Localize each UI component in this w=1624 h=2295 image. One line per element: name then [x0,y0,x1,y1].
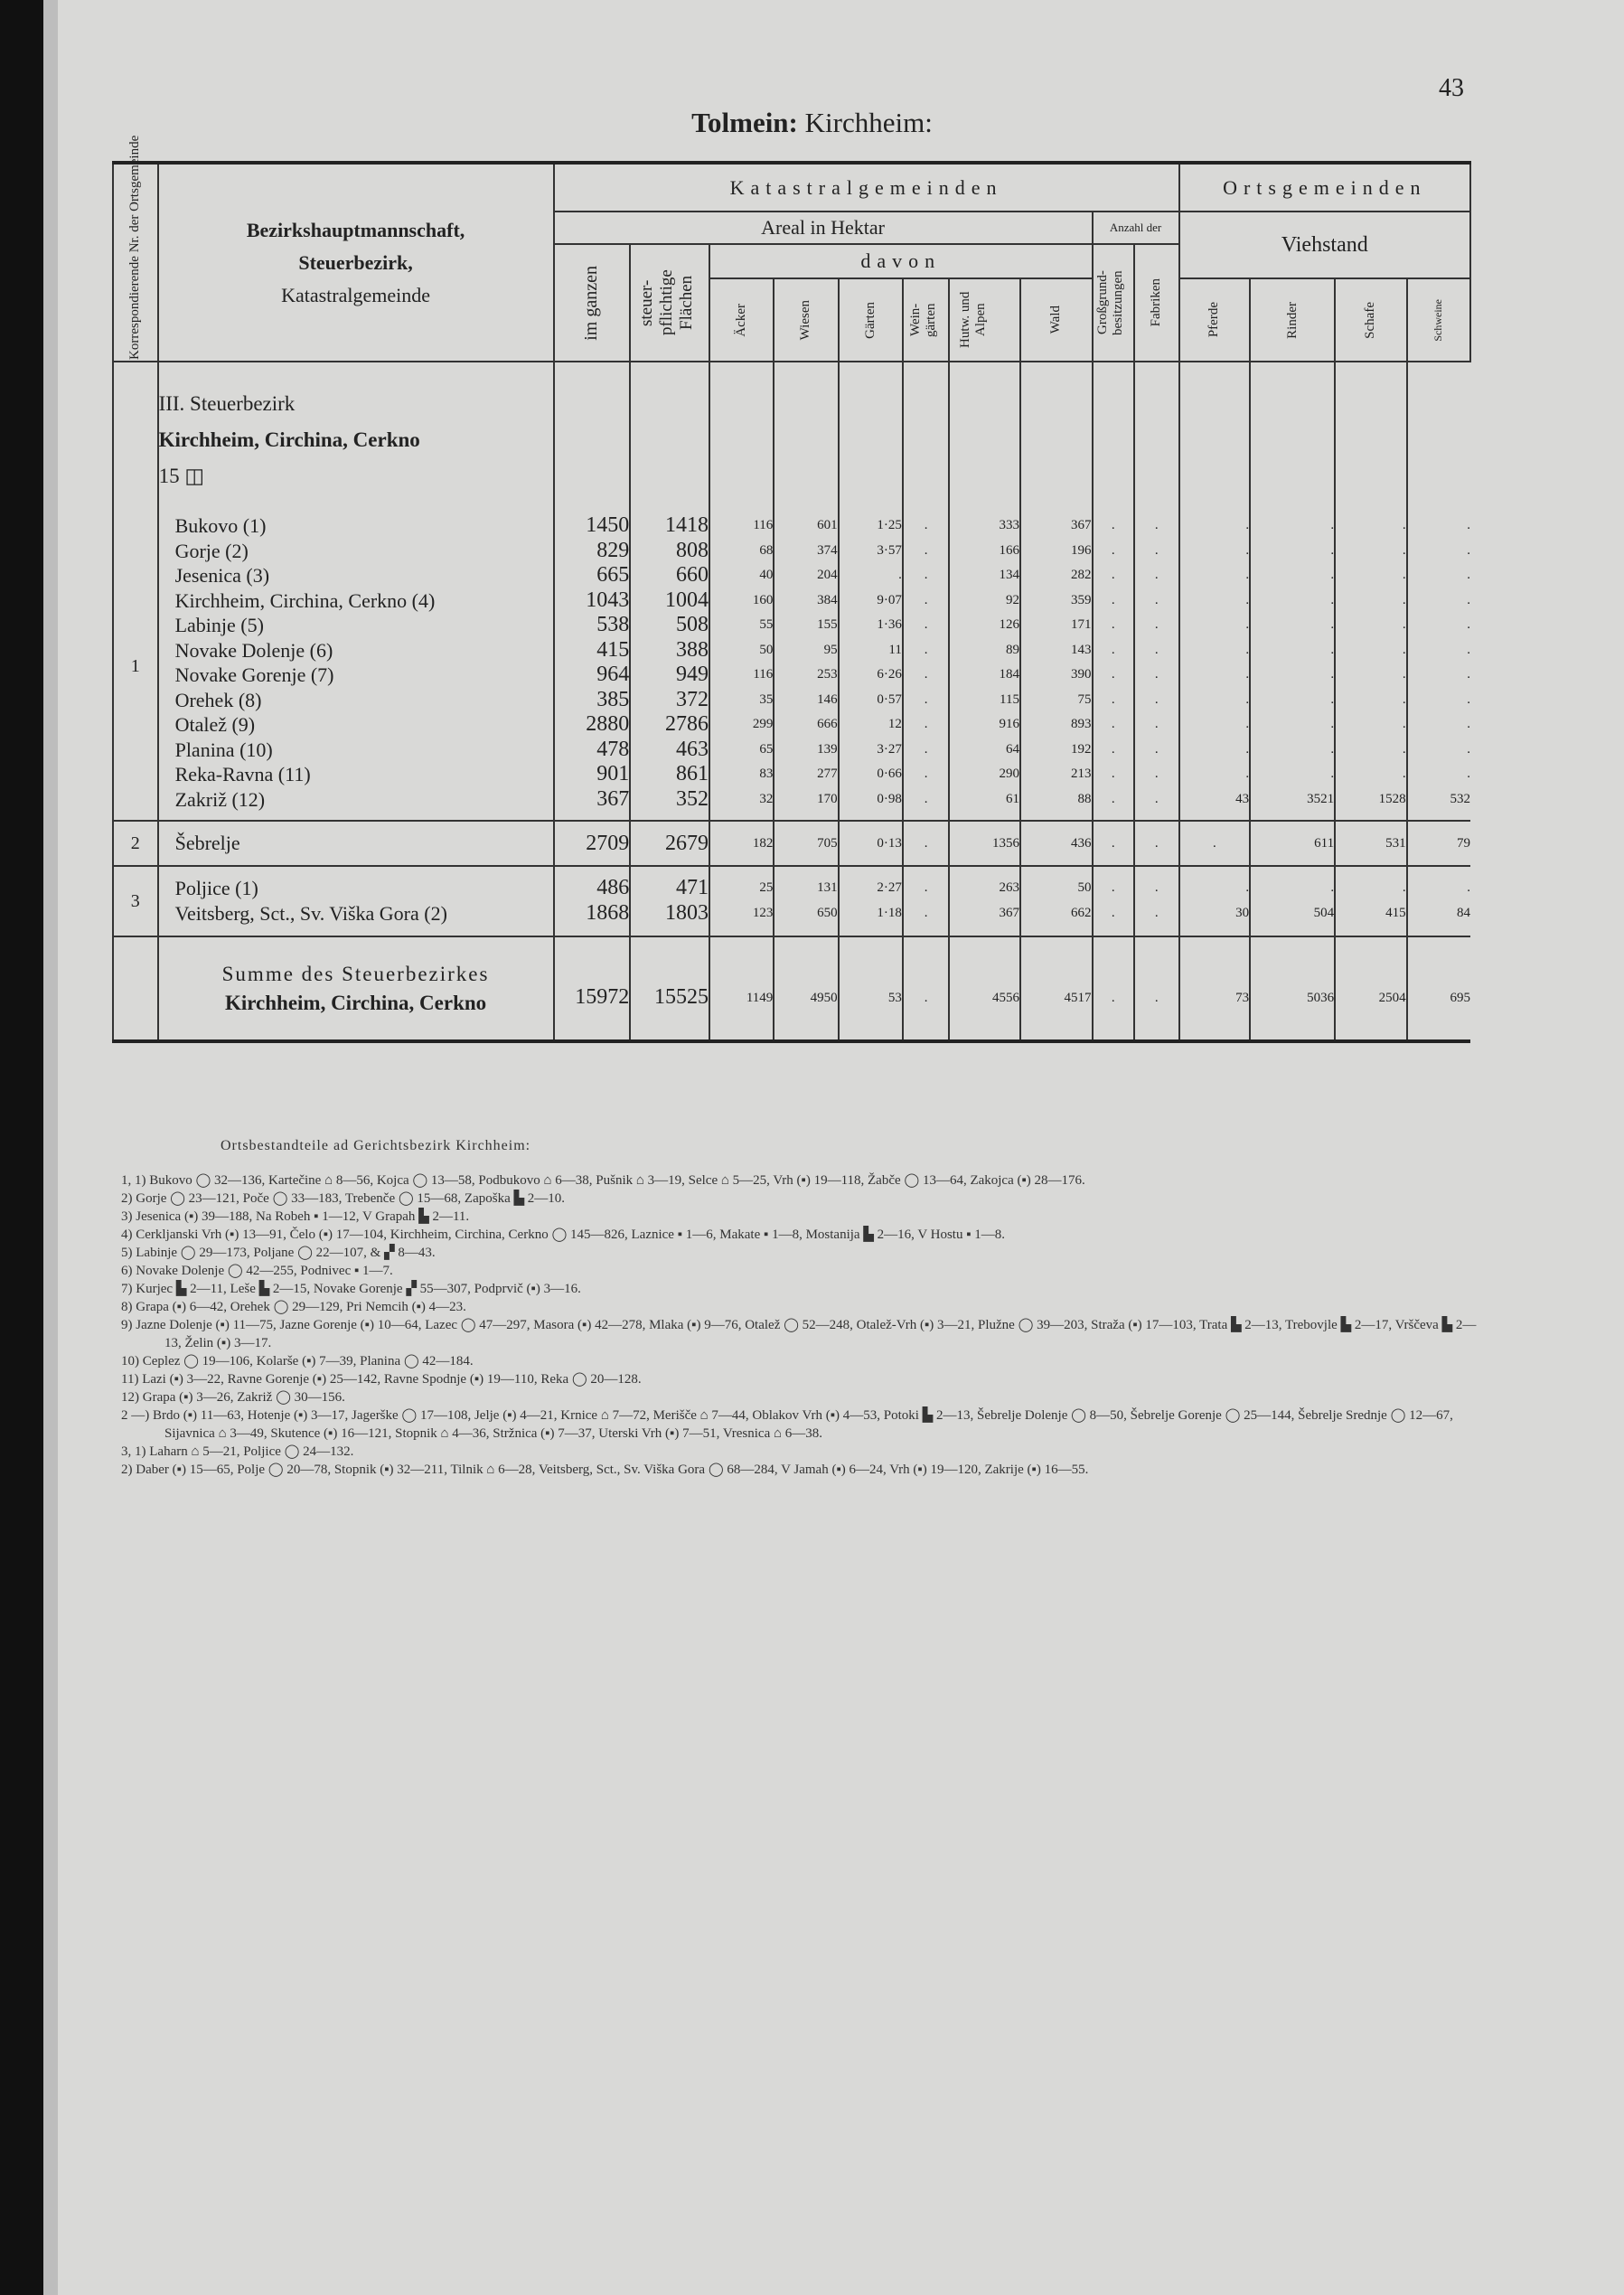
cell: . [1330,667,1335,682]
cell: . [924,542,928,558]
header-acker: Äcker [709,278,774,362]
cell: . [1402,542,1406,558]
cell: . [1402,667,1406,682]
cell: . [1245,642,1250,657]
footnote-line: 10) Ceplez ◯ 19—106, Kolarše (▪) 7—39, Planina ◯ 42—184. [121,1354,474,1369]
cell: 160 [752,592,774,607]
cell: 95 [823,642,838,657]
cell: . [1330,717,1335,731]
cell: . [1330,741,1335,757]
cell: . [1154,741,1159,757]
cell: 84 [1457,905,1470,920]
header-hutw: Hutw. und Alpen [949,278,1020,362]
cell: . [924,568,928,582]
cell: . [1154,691,1159,707]
cell: 384 [817,592,838,607]
cell: . [1245,617,1250,632]
cell: 0·57 [877,691,902,707]
cell: 367 [999,905,1019,920]
cell: 504 [1313,905,1335,920]
cell: . [1154,767,1159,781]
cell: 30 [1235,905,1250,920]
cell: 277 [817,767,838,781]
cell: 192 [1071,741,1092,757]
cell: 3521 [1307,791,1335,806]
cell: . [1154,642,1159,657]
cell: . [1245,691,1250,707]
scan-edge-shadow [43,0,58,2295]
cell: 1·25 [877,518,902,532]
footnote-line: 4) Cerkljanski Vrh (▪) 13—91, Čelo (▪) 17—104, Kirchheim, Circhina, Cerkno ◯ 145—826, Laznice ▪ 1—6, Makate ▪ 1—8, Mostanija ▙ 2—16, V Hostu ▪ 1—8. [121,1227,1006,1242]
group-3: 3 Poljice (1) Veitsberg, Sct., Sv. Viška Gora (2) 486 1868 471 1803 25 123 131 650 2·27 1·18 . . 263 367 50 662 . . . . . 30 . 504 . 415 . 84 [113,866,1470,936]
cell: 64 [1005,741,1019,757]
cell: 662 [1071,905,1092,920]
cell: 2·27 [877,880,902,895]
section-row [113,362,1470,513]
cell: 0·66 [877,767,902,781]
cell: . [1402,767,1406,781]
cell: . [1154,518,1159,532]
cell: 89 [1005,642,1019,657]
cell: . [1111,568,1115,582]
cell: 50 [759,642,774,657]
cell: . [1154,717,1159,731]
cell: 1·18 [877,905,902,920]
cell: . [924,767,928,781]
cell: 32 [759,791,774,806]
cell: . [1467,767,1470,781]
cell: . [1245,717,1250,731]
group-1-wiesen [774,513,838,821]
cell: 88 [1077,791,1092,806]
header-gaerten: Gärten [839,278,903,362]
cell: 861 [676,762,709,785]
cell: . [1467,741,1470,757]
header-ortsgemeinden: Ortsgemeinden [1179,163,1470,212]
cell: Zakriž (12) [174,787,266,811]
cell: 131 [817,880,838,895]
cell: 367 [596,786,630,811]
cell: 143 [1071,642,1092,657]
footnote-line: 2 —) Brdo (▪) 11—63, Hotenje (▪) 3—17, Jagerške ◯ 17—108, Jelje (▪) 4—21, Krnice ⌂ 7—72, Merišče ⌂ 7—44, Oblakov Vrh (▪) 4—53, Potoki ▙ 2—13, Šebrelje Dolenje ◯ 8—50, Šebrelje Gorenje ◯ 25—144, Šebrelje Srednje ◯ 12—67, Sijavnica ⌂ 3—49, Skutence (▪) 16—121, Stopnik ⌂ 4—36, Stržnica (▪) 7—37, Uterski Vrh (▪) 7—51, Vresnica ⌂ 6—38. [121,1408,1453,1441]
cell: 359 [1071,592,1092,607]
header-schafe: Schafe [1335,278,1407,362]
cell: 372 [676,687,709,711]
footnote-line: 7) Kurjec ▙ 2—11, Leše ▙ 2—15, Novake Gorenje ▞ 55—307, Podprvič (▪) 3—16. [121,1282,581,1296]
cell: Novake Dolenje (6) [174,638,333,662]
cell: 134 [999,568,1019,582]
cell: 1803 [665,900,709,925]
cell: 9·07 [877,592,902,607]
header-rinder: Rinder [1250,278,1335,362]
footnote-line: 6) Novake Dolenje ◯ 42—255, Podnivec ▪ 1—7. [121,1264,393,1278]
footnote-line: 12) Grapa (▪) 3—26, Zakriž ◯ 30—156. [121,1390,345,1405]
cell: . [1245,767,1250,781]
cell: Reka-Ravna (11) [174,763,311,785]
footnotes-list [121,1171,1477,1479]
cell: 367 [1071,518,1092,532]
page-title: Tolmein: Kirchheim: [691,107,933,138]
cell: . [924,667,928,682]
cell: . [1402,642,1406,657]
cell: . [924,518,928,532]
cell: . [1245,542,1250,558]
group-1-ganzen [554,513,631,821]
cell: 263 [999,880,1019,895]
cell: 166 [999,542,1019,558]
cell: 415 [1385,905,1406,920]
cell: 65 [759,741,774,757]
header-wald: Wald [1020,278,1093,362]
group-1-steuer [630,513,709,821]
cell: 388 [676,637,709,662]
group-3-names [158,866,554,936]
cell: . [1154,542,1159,558]
cell: . [1330,880,1335,895]
group-1 [113,513,1470,821]
cell: Bukovo (1) [174,514,267,537]
cell: 123 [752,905,774,920]
cell: . [1111,905,1115,920]
cell: 1868 [586,900,630,925]
cell: 43 [1235,791,1250,806]
cell: 508 [676,613,709,636]
group-1-schweine [1407,513,1470,821]
header-bezirk: Bezirkshauptmannschaft, Steuerbezirk, Katastralgemeinde [158,163,554,362]
cell: 1418 [665,513,709,537]
cell: 1450 [586,513,630,537]
cell: 115 [1000,691,1019,707]
cell: 282 [1071,568,1092,582]
cell: Jesenica (3) [174,564,270,587]
cell: 3·57 [877,542,902,558]
cell: . [924,592,928,607]
cell: 893 [1071,717,1092,731]
cell: . [924,905,928,920]
cell: 538 [596,613,630,636]
cell: 415 [596,637,630,662]
header-nr: Korrespondierende Nr. der Ortsgemeinde [113,163,158,362]
cell: . [924,880,928,895]
cell: . [1111,667,1115,682]
cell: . [1111,518,1115,532]
cell: 532 [1450,791,1470,806]
cell: Orehek (8) [174,688,262,711]
cell: . [1245,667,1250,682]
cell: . [1467,617,1470,632]
footnote-line: 11) Lazi (▪) 3—22, Ravne Gorenje (▪) 25—142, Ravne Spodnje (▪) 19—110, Reka ◯ 20—128. [121,1372,642,1387]
header-fabriken: Fabriken [1134,244,1179,362]
cell: . [1111,642,1115,657]
header-katastral: Katastralgemeinden [554,163,1179,212]
cell: 68 [759,542,774,558]
cell: . [1330,542,1335,558]
cell: 116 [753,518,774,532]
cell: 901 [596,762,630,785]
cell: . [1402,741,1406,757]
footnote-line: 9) Jazne Dolenje (▪) 11—75, Jazne Gorenje (▪) 10—64, Lazec ◯ 47—297, Masora (▪) 42—278, Mlaka (▪) 9—76, Otalež ◯ 52—248, Otalež-Vrh (▪) 3—21, Plužne ◯ 39—203, Straža (▪) 17—103, Trata ▙ 2—13, Trebovjle ▙ 2—17, Vrščeva ▙ 2—13, Želin (▪) 3—17. [121,1318,1477,1350]
header-anzahl: Anzahl der [1093,212,1179,244]
cell: . [1402,691,1406,707]
cell: 126 [999,617,1019,632]
cell: . [1467,717,1470,731]
footnote-line: 2) Daber (▪) 15—65, Polje ◯ 20—78, Stopnik (▪) 32—211, Tilnik ⌂ 6—28, Veitsberg, Sct., Sv. Viška Gora ◯ 68—284, V Jamah (▪) 6—24, Vrh (▪) 19—120, Zakrije (▪) 16—55. [121,1463,1089,1477]
cell: 213 [1071,767,1092,781]
cell: 11 [888,642,902,657]
footnote-line: 1, 1) Bukovo ◯ 32—136, Kartečine ⌂ 8—56, Kojca ◯ 13—58, Podbukovo ⌂ 6—38, Pušnik ⌂ 3—19, Selce ⌂ 5—25, Vrh (▪) 19—118, Žabče ◯ 13—64, Zakojca (▪) 28—176. [121,1173,1085,1188]
cell: . [1330,518,1335,532]
cell: 390 [1071,667,1092,682]
cell: 808 [676,538,709,562]
cell: . [898,568,902,582]
header-wein: Wein-gärten [903,278,950,362]
cell: 25 [759,880,774,895]
cell: 170 [817,791,838,806]
cell: 204 [817,568,838,582]
cell: . [1402,717,1406,731]
cell: 3·27 [877,741,902,757]
header-davon: davon [709,244,1092,278]
cell: 949 [676,663,709,686]
cell: 2880 [586,712,630,736]
cell: 478 [596,737,630,761]
footnote-line: 3, 1) Laharn ⌂ 5—21, Poljice ◯ 24—132. [121,1444,354,1459]
cell: 299 [752,717,774,731]
cell: . [1467,518,1470,532]
cell: Otalež (9) [174,713,256,736]
cell: . [1245,518,1250,532]
cell: . [1330,592,1335,607]
cell: . [924,717,928,731]
group-1-wein [903,513,950,821]
cell: 374 [817,542,838,558]
cell: 12 [887,717,902,731]
cell: 40 [759,568,774,582]
cell: . [1154,880,1159,895]
cell: . [924,617,928,632]
group-1-schafe [1335,513,1407,821]
footnote-line: 2) Gorje ◯ 23—121, Poče ◯ 33—183, Trebenče ◯ 15—68, Zapoška ▙ 2—10. [121,1191,566,1206]
cell: 50 [1077,880,1092,895]
cell: 352 [676,786,709,811]
cell: . [1111,617,1115,632]
cell: 650 [817,905,838,920]
group-1-hutw [949,513,1020,821]
cell: 964 [596,663,630,686]
header-pferde: Pferde [1179,278,1251,362]
cell: . [1154,617,1159,632]
cell: 463 [676,737,709,761]
cell: 333 [999,518,1019,532]
cell: . [1111,542,1115,558]
summe-row: Summe des Steuerbezirkes Kirchheim, Circhina, Cerkno 15972 15525 1149 4950 53 . 4556 4517 . . 73 5036 2504 695 [113,936,1470,1041]
cell: 75 [1077,691,1092,707]
cell: . [1111,791,1115,806]
cell: 666 [817,717,838,731]
cell: 92 [1005,592,1019,607]
cell: . [1154,592,1159,607]
cell: Gorje (2) [174,539,249,562]
cell: 1528 [1378,791,1406,806]
cell: 2786 [665,712,709,736]
group-1-rinder [1250,513,1335,821]
cell: 1004 [665,588,709,612]
cell: 146 [817,691,838,707]
group-1-wald [1020,513,1093,821]
group-1-fabriken [1134,513,1179,821]
page-number: 43 [1439,74,1464,102]
cell: . [1111,717,1115,731]
header-areal: Areal in Hektar [554,212,1093,244]
cell: Veitsberg, Sct., Sv. Viška Gora (2) [174,901,447,925]
cell: . [924,691,928,707]
cell: . [1111,767,1115,781]
cell: . [924,791,928,806]
summe-label: Summe des Steuerbezirkes Kirchheim, Circhina, Cerkno [158,936,554,1041]
footnote-line: 8) Grapa (▪) 6—42, Orehek ◯ 29—129, Pri Nemcih (▪) 4—23. [121,1300,466,1314]
header-schweine: Schweine [1407,278,1470,362]
cell: . [1467,568,1470,582]
cell: . [1467,592,1470,607]
cell: 116 [753,667,774,682]
cell: 385 [596,687,630,711]
cell: . [1111,691,1115,707]
cell: 184 [999,667,1019,682]
cell: 1043 [586,588,630,612]
header-gross: Großgrund-besitzungen [1093,244,1134,362]
cell: . [1245,592,1250,607]
group-1-gaerten [839,513,903,821]
cell: . [1111,741,1115,757]
cell: . [1467,542,1470,558]
cell: . [1402,568,1406,582]
cell: . [924,642,928,657]
group-1-names [158,513,554,821]
cell: . [1467,691,1470,707]
cell: . [1402,518,1406,532]
cell: Planina (10) [174,738,273,761]
footnote-line: 3) Jesenica (▪) 39—188, Na Robeh ▪ 1—12, V Grapah ▙ 2—11. [121,1209,470,1224]
cell: 916 [999,717,1019,731]
cell: . [1245,741,1250,757]
group-1-pferde [1179,513,1251,821]
cell: . [1154,667,1159,682]
cell: 290 [999,767,1019,781]
group-1-gross [1093,513,1134,821]
cell: 486 [596,876,630,899]
cell: 601 [817,518,838,532]
cell: Labinje (5) [174,614,264,636]
cell: . [1330,767,1335,781]
group-2: 2 Šebrelje 2709 2679 182 705 0·13 . 1356 436 . . . 611 531 79 [113,821,1470,866]
header-ganzen: im ganzen [554,244,631,362]
cell: 55 [759,617,774,632]
group-1-acker [709,513,774,821]
cell: 1·36 [877,617,902,632]
cell: 253 [817,667,838,682]
cell: Poljice (1) [174,877,258,899]
cell: . [1111,592,1115,607]
footnote-line: 5) Labinje ◯ 29—173, Poljane ◯ 22—107, & ▞ 8—43. [121,1246,436,1260]
cell: . [1402,880,1406,895]
footnotes [121,1137,1477,1479]
cell: 660 [676,563,709,587]
cell: 829 [596,538,630,562]
cell: . [1467,880,1470,895]
footnotes-heading: Ortsbestandteile ad Gerichtsbezirk Kirchheim: [221,1138,531,1153]
cell: Kirchheim, Circhina, Cerkno (4) [174,588,436,612]
cell: . [1245,568,1250,582]
cell: Novake Gorenje (7) [174,663,334,686]
cell: . [1330,691,1335,707]
cell: . [1467,642,1470,657]
cell: 61 [1005,791,1019,806]
statistics-table [112,135,1471,1043]
cell: . [924,741,928,757]
cell: 0·98 [877,791,902,806]
cell: . [1111,880,1115,895]
cell: . [1154,568,1159,582]
cell: . [1330,568,1335,582]
cell: 139 [817,741,838,757]
cell: . [1245,880,1250,895]
header-viehstand: Viehstand [1179,212,1470,278]
cell: 6·26 [877,667,902,682]
header-wiesen: Wiesen [774,278,838,362]
header-steuer: steuer-pflichtige Flächen [630,244,709,362]
cell: 471 [676,876,709,899]
cell: . [1330,642,1335,657]
cell: . [1154,905,1159,920]
cell: 155 [817,617,838,632]
cell: 83 [759,767,774,781]
cell: 196 [1071,542,1092,558]
group-1-nr: 1 [113,513,158,821]
cell: 171 [1071,617,1092,632]
cell: . [1154,791,1159,806]
cell: . [1330,617,1335,632]
cell: . [1402,617,1406,632]
cell: 665 [596,563,630,587]
scan-edge [0,0,43,2295]
cell: . [1467,667,1470,682]
cell: . [1402,592,1406,607]
section-title: III. Steuerbezirk Kirchheim, Circhina, Cerkno 15 ◫ [158,362,554,513]
cell: 35 [759,691,774,707]
